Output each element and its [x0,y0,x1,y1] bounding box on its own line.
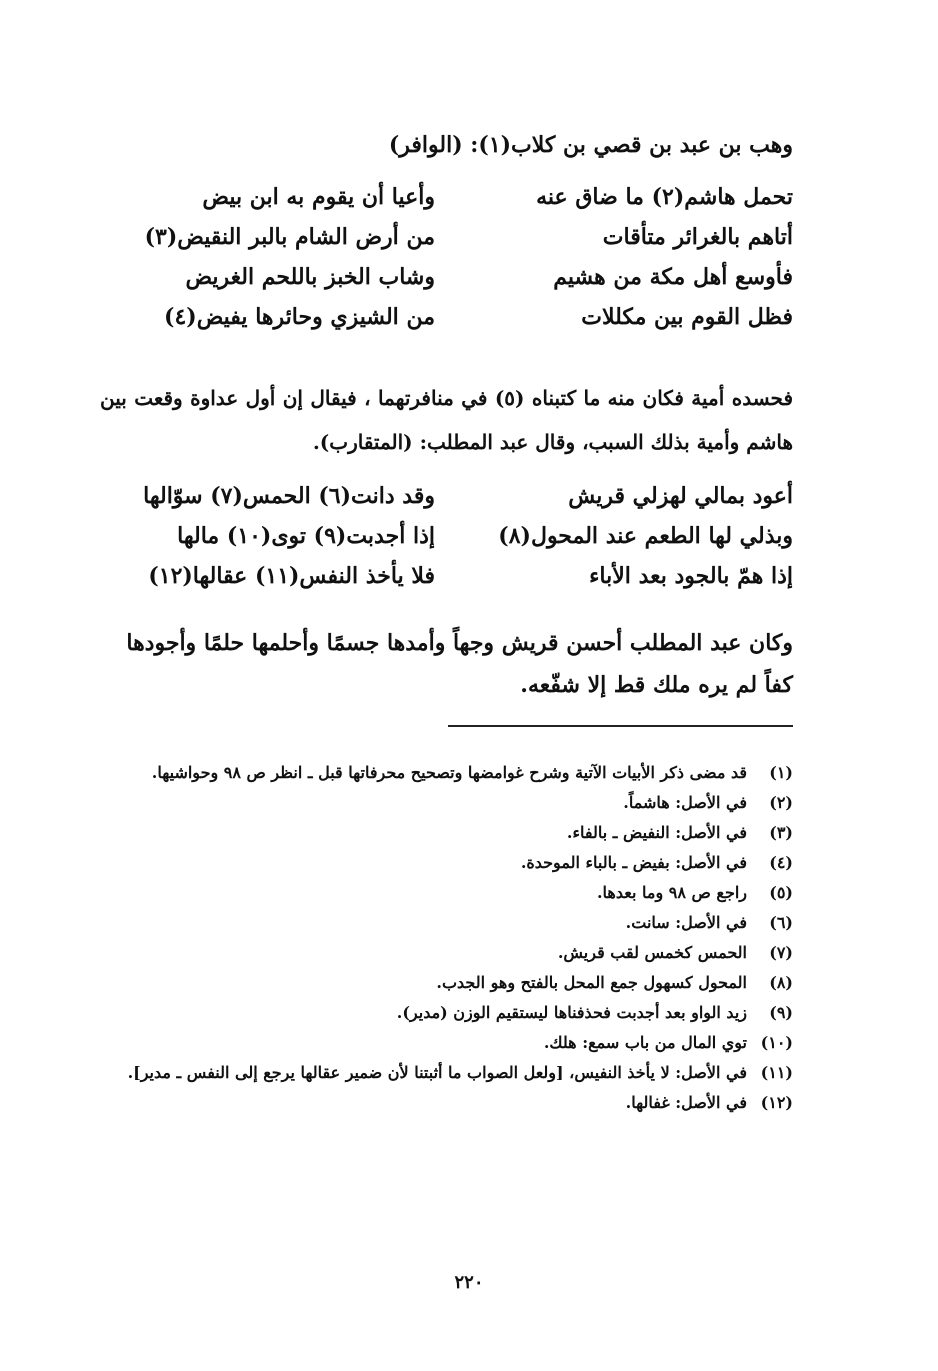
footnote-text: في الأصل: هاشماً. [623,793,747,812]
footnote-text: المحول كسهول جمع المحل بالفتح وهو الجدب. [436,973,747,992]
verse-hemistich-first: إذا همّ بالجود بعد الأباء [589,563,793,589]
footnote [100,1058,793,1088]
footnote [100,1088,793,1118]
footnote-text: الحمس كخمس لقب قريش. [557,943,747,962]
poem1-verse [100,264,793,304]
footnote-number: (٩) [769,1003,793,1022]
verse-hemistich-first: أعود بمالي لهزلي قريش [568,483,793,509]
footnotes [100,758,793,1118]
footnote [100,998,793,1028]
footnote-number: (١١) [760,1063,793,1082]
verse-hemistich-second: إذا أجدبت(٩) توى(١٠) مالها [177,523,435,549]
footnote [100,848,793,878]
footnote-text: قد مضى ذكر الأبيات الآتية وشرح غوامضها وتصحيح محرفاتها قبل ـ انظر ص ٩٨ وحواشيها. [151,763,747,782]
verse-hemistich-first: فأوسع أهل مكة من هشيم [553,264,793,290]
footnote-text: في الأصل: لا يأخذ النفيس، [ولعل الصواب ما أثبتنا لأن ضمير عقالها يرجع إلى النفس ـ مدير]. [127,1063,747,1082]
footnote-text: في الأصل: النفيض ـ بالفاء. [566,823,747,842]
poem1-verse [100,304,793,344]
footnote-number: (٥) [769,883,793,902]
footnote-number: (٤) [769,853,793,872]
intro-line: وهب بن عبد بن قصي بن كلاب(١): (الوافر) [388,132,793,158]
footnote-text: توي المال من باب سمع: هلك. [543,1033,747,1052]
footnote-number: (١٠) [760,1033,793,1052]
footnote [100,908,793,938]
footnote-text: في الأصل: سانت. [625,913,747,932]
verse-hemistich-first: تحمل هاشم(٢) ما ضاق عنه [536,184,793,210]
prose-paragraph: فحسده أمية فكان منه ما كتبناه (٥) في منافرتهما ، فيقال إن أول عداوة وقعت بين هاشم وأمية بذلك السبب، وقال عبد المطلب: (المتقارب). [100,386,794,454]
poem1-verse [100,224,793,264]
footnote-number: (٢) [769,793,793,812]
verse-hemistich-second: وقد دانت(٦) الحمس(٧) سوّالها [143,483,435,509]
verse-hemistich-second: من الشيزي وحائرها يفيض(٤) [164,304,435,330]
footnote-text: زيد الواو بعد أجدبت فحذفناها ليستقيم الوزن (مدير). [396,1003,747,1022]
footnote-number: (٣) [769,823,793,842]
verse-hemistich-second: وأعيا أن يقوم به ابن بيض [202,184,435,210]
page-number: ٢٢٠ [454,1272,484,1293]
footnote [100,788,793,818]
poem1-verse [100,184,793,224]
prose-paragraph-2: وكان عبد المطلب أحسن قريش وجهاً وأمدها جسمًا وأحلمها حلمًا وأجودها كفاً لم يره ملك قط إلا شفّعه. [126,630,793,698]
verse-hemistich-second: فلا يأخذ النفس(١١) عقالها(١٢) [148,563,435,589]
verse-hemistich-first: أتاهم بالغرائر متأقات [602,224,793,250]
footnote-number: (١) [769,763,793,782]
footnote [100,758,793,788]
verse-hemistich-second: من أرض الشام بالبر النقيض(٣) [144,224,435,250]
footnote [100,1028,793,1058]
footnote [100,878,793,908]
poem2-verse [100,563,793,603]
verse-hemistich-first: وبذلي لها الطعم عند المحول(٨) [498,523,793,549]
verse-hemistich-first: فظل القوم بين مكللات [581,304,793,330]
footnote-number: (٦) [769,913,793,932]
footnote-text: في الأصل: غفالها. [625,1093,747,1112]
footnote-number: (٧) [769,943,793,962]
poem2-verse [100,483,793,523]
footnote [100,818,793,848]
footnote [100,968,793,998]
footnote-number: (٨) [769,973,793,992]
poem2-verse [100,523,793,563]
footnote-separator [448,725,793,727]
footnote-text: في الأصل: بفيض ـ بالباء الموحدة. [520,853,747,872]
verse-hemistich-second: وشاب الخبز باللحم الغريض [185,264,435,290]
footnote [100,938,793,968]
footnote-number: (١٢) [760,1093,793,1112]
footnote-text: راجع ص ٩٨ وما بعدها. [596,883,747,902]
